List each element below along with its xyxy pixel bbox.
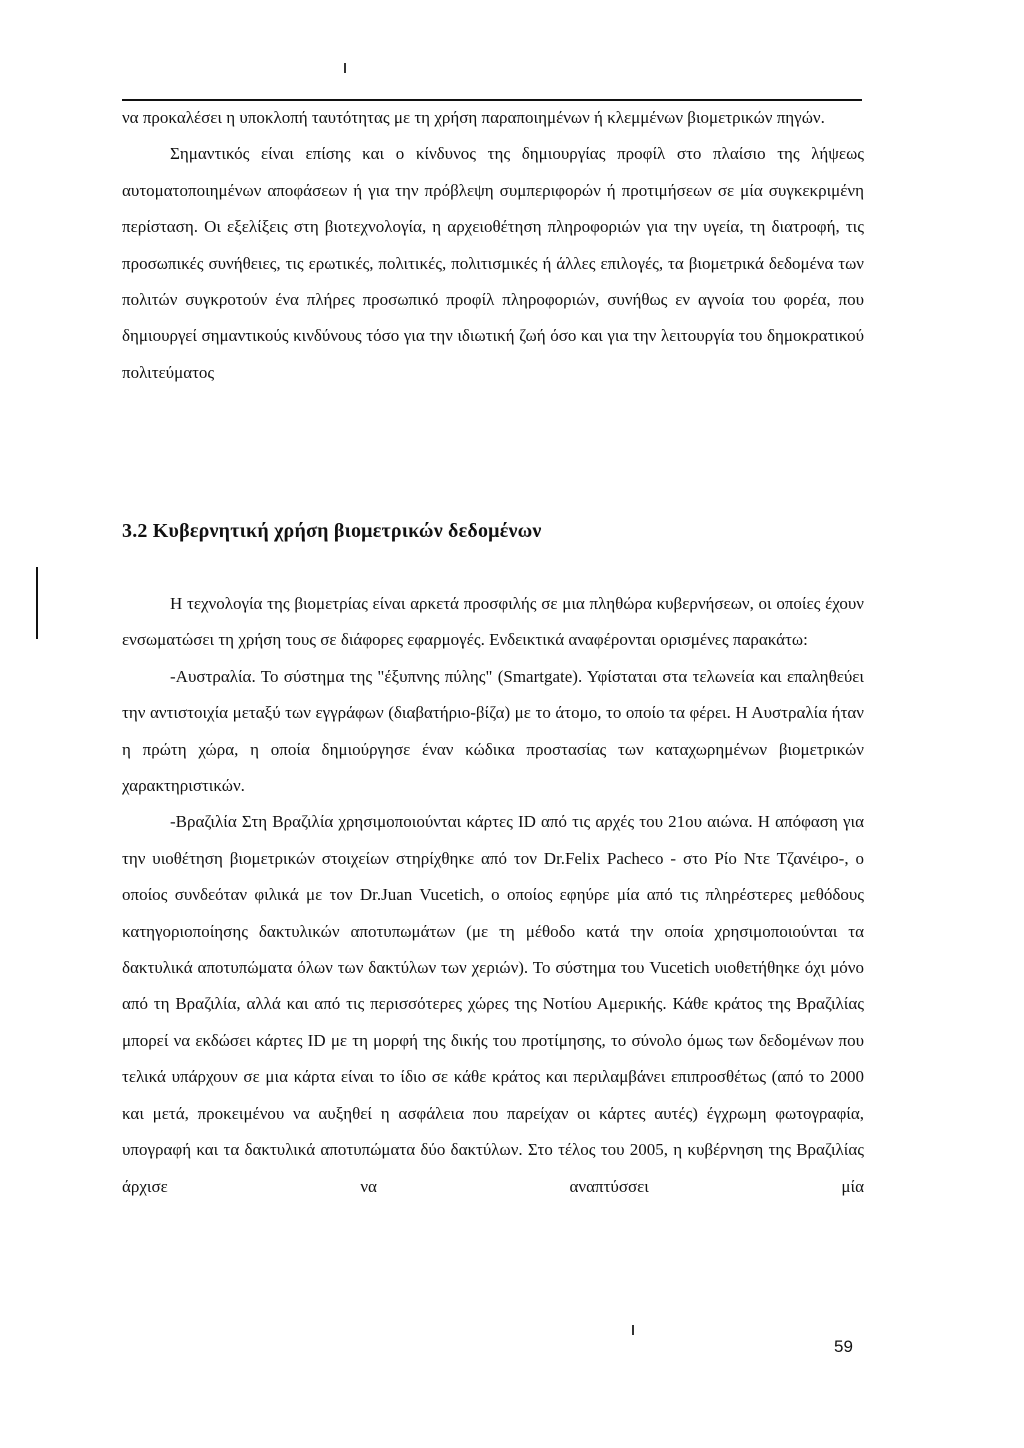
margin-mark [36, 567, 38, 639]
page-number: 59 [834, 1337, 853, 1356]
scan-mark [344, 63, 346, 73]
scan-mark-bottom [632, 1325, 634, 1335]
paragraph-profiling-risk: Σημαντικός είναι επίσης και ο κίνδυνος της δημιουργίας προφίλ στο πλαίσιο της λήψεως αυτοματοποιημένων αποφάσεων ή για την πρόβλεψη συμπεριφορών ή προτιμήσεων σε μία συγκεκριμένη περίσταση. Οι εξελίξεις στη βιοτεχνολογία, η αρχειοθέτηση πληροφοριών για την υγεία, τη διατροφή, τις προσωπικές συνήθειες, τις ερωτικές, πολιτικές, πολιτισμικές ή άλλες επιλογές, τα βιομετρικά δεδομένα των πολιτών συγκροτούν ένα πλήρες προσωπικό προφίλ πληροφοριών, συνήθως εν αγνοία του φορέα, που δημιουργεί σημαντικούς κινδύνους τόσο για την ιδιωτική ζωή όσο και για την λειτουργία του δημοκρατικού πολιτεύματος [122, 144, 864, 382]
paragraph-continued: να προκαλέσει η υποκλοπή ταυτότητας με τη χρήση παραποιημένων ή κλεμμένων βιομετρικών πηγών. [122, 108, 825, 127]
paragraph-australia: -Αυστραλία. Το σύστημα της "έξυπνης πύλης" (Smartgate). Υφίσταται στα τελωνεία και επαληθεύει την αντιστοιχία μεταξύ των εγγράφων (διαβατήριο-βίζα) με το άτομο, το οποίο τα φέρει. Η Αυστραλία ήταν η πρώτη χώρα, η οποία δημιούργησε έναν κώδικα προστασίας των καταχωρημένων βιομετρικών χαρακτηριστικών. [122, 666, 864, 796]
section-text-block [122, 586, 864, 1205]
section-heading: 3.2 Κυβερνητική χρήση βιομετρικών δεδομένων [122, 520, 542, 542]
paragraph-brazil: -Βραζιλία Στη Βραζιλία χρησιμοποιούνται κάρτες ID από τις αρχές του 21ου αιώνα. Η απόφαση για την υιοθέτηση βιομετρικών στοιχείων στηρίχθηκε από τον Dr.Felix Pacheco - στο Ρίο Ντε Τζανέιρο-, ο οποίος συνδεόταν φιλικά με τον Dr.Juan Vucetich, ο οποίος εφηύρε μία από τις πληρέστερες μεθόδους κατηγοριοποίησης δακτυλικών αποτυπωμάτων (με τη μέθοδο κατά την οποία χρησιμοποιούνται τα δακτυλικά αποτυπώματα όλων των δακτύλων των χεριών). Το σύστημα του Vucetich υιοθετήθηκε όχι μόνο από τη Βραζιλία, αλλά και από τις περισσότερες χώρες της Νοτίου Αμερικής. Κάθε κράτος της Βραζιλίας μπορεί να εκδώσει κάρτες ID με τη μορφή της δικής του προτίμησης, το σύνολο όμως των δεδομένων που τελικά υπάρχουν σε μια κάρτα είναι το ίδιο σε κάθε κράτος και περιλαμβάνει επιπροσθέτως (από το 2000 και μετά, προκειμένου να αυξηθεί η ασφάλεια που παρείχαν οι κάρτες αυτές) έγχρωμη φωτογραφία, υπογραφή και τα δακτυλικά αποτυπώματα δύο δακτύλων. Στο τέλος του 2005, η κυβέρνηση της Βραζιλίας άρχισε να αναπτύσσει μία [122, 812, 864, 1196]
top-text-block [122, 100, 864, 391]
paragraph-intro: Η τεχνολογία της βιομετρίας είναι αρκετά προσφιλής σε μια πληθώρα κυβερνήσεων, οι οποίες έχουν ενσωματώσει τη χρήση τους σε διάφορες εφαρμογές. Ενδεικτικά αναφέρονται ορισμένες παρακάτω: [122, 594, 864, 650]
